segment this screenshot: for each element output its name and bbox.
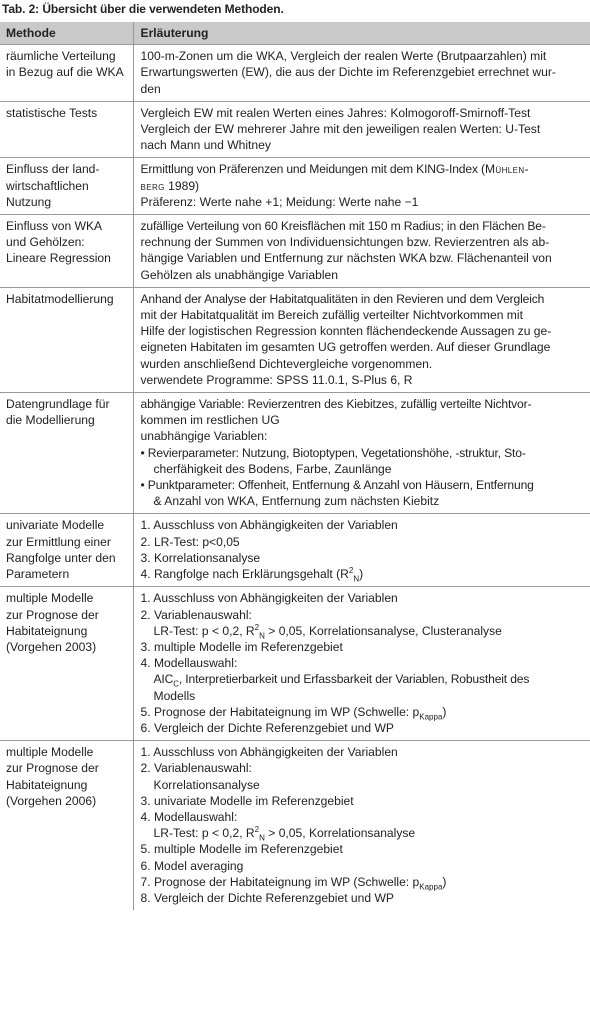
table-row (0, 287, 590, 392)
list-subitem (141, 825, 585, 841)
method-line: zur Prognose der (6, 607, 99, 622)
text-part: 4. Rangfolge nach Erklärungsgehalt (R (140, 567, 349, 582)
table-row (0, 587, 590, 741)
method-cell (0, 741, 133, 911)
superscript: 2 (254, 622, 260, 632)
author-name: berg (140, 178, 165, 193)
list-item: 1. Ausschluss von Abhängigkeiten der Variablen (140, 745, 398, 760)
method-line: Rangfolge unter den (6, 550, 116, 565)
bullet-line: & Anzahl von WKA, Entfernung zum nächsten Kiebitz (153, 494, 440, 509)
text-line: zufällige Verteilung von 60 Kreisflächen mit 150 m Radius; in den Flächen Be- (140, 219, 546, 234)
method-line: Datengrundlage für (6, 397, 110, 412)
text-part: 7. Prognose der Habitateignung im WP (Schwelle: p (140, 874, 420, 889)
table-row (0, 514, 590, 587)
text-part: LR-Test: p < 0,2, R (153, 826, 255, 841)
method-line: Einfluss der land- (6, 162, 100, 177)
explanation-cell (133, 393, 590, 514)
list-item: 4. Modellauswahl: (140, 656, 238, 671)
list-subitem (141, 623, 585, 639)
method-line: multiple Modelle (6, 591, 94, 606)
list-item: 2. Variablenauswahl: (140, 761, 252, 776)
method-line: Parametern (6, 567, 70, 582)
list-item (141, 704, 585, 720)
method-line: Einfluss von WKA (6, 219, 103, 234)
bullet-line: • Revierparameter: Nutzung, Biotoptypen, Vegetationshöhe, -struktur, Sto- (140, 445, 526, 460)
method-line: statistische Tests (6, 105, 98, 120)
list-item: 6. Model averaging (140, 858, 244, 873)
list-item: 6. Vergleich der Dichte Referenzgebiet und WP (140, 720, 394, 735)
method-line: zur Prognose der (6, 761, 99, 776)
method-cell (0, 287, 133, 392)
text-line: eigneten Habitaten im gesamten UG getroffen werden. Auf dieser Grundlage (140, 340, 551, 355)
method-line: in Bezug auf die WKA (6, 65, 124, 80)
explanation-cell (133, 741, 590, 911)
method-line: räumliche Verteilung (6, 49, 116, 64)
method-line: und Gehölzen: (6, 235, 85, 250)
explanation-cell (133, 158, 590, 215)
method-line: Habitatmodellierung (6, 291, 114, 306)
table-row (0, 158, 590, 215)
text-part: ) (442, 874, 447, 889)
list-item: 3. multiple Modelle im Referenzgebiet (140, 639, 343, 654)
text-line: abhängige Variable: Revierzentren des Kiebitzes, zufällig verteilte Nichtvor- (140, 397, 532, 412)
method-cell (0, 393, 133, 514)
method-line: wirtschaftlichen (6, 178, 89, 193)
text-line: den (140, 81, 161, 96)
text-line: Präferenz: Werte nahe +1; Meidung: Werte nahe −1 (140, 194, 419, 209)
table-row (0, 393, 590, 514)
method-line: (Vorgehen 2006) (6, 793, 97, 808)
method-line: Habitateignung (6, 777, 88, 792)
text-line: Erwartungswerten (EW), die aus der Dichte im Referenzgebiet errechnet wur- (140, 65, 556, 80)
method-cell (0, 158, 133, 215)
table-row (0, 45, 590, 102)
subscript: C (173, 679, 179, 689)
text-line: Vergleich EW mit realen Werten eines Jahres: Kolmogoroff-Smirnoff-Test (140, 105, 531, 120)
text-part: > 0,05, Korrelationsanalyse (264, 826, 416, 841)
method-line: (Vorgehen 2003) (6, 639, 97, 654)
method-line: univariate Modelle (6, 518, 105, 533)
text-line: Vergleich der EW mehrerer Jahre mit den jeweiligen realen Werten: U-Test (140, 122, 541, 137)
method-line: die Modellierung (6, 413, 95, 428)
explanation-cell (133, 45, 590, 102)
text-line: verwendete Programme: SPSS 11.0.1, S-Plus 6, R (140, 372, 413, 387)
text-part: LR-Test: p < 0,2, R (153, 623, 255, 638)
text-line: Gehölzen als unabhängige Variablen (140, 267, 338, 282)
method-cell (0, 215, 133, 288)
text-line: 100-m-Zonen um die WKA, Vergleich der realen Werte (Brutpaarzahlen) mit (140, 49, 547, 64)
text-part: Ermittlung von Präferenzen und Meidungen mit dem KING-Index ( (140, 162, 485, 177)
bullet-line: • Punktparameter: Offenheit, Entfernung & Anzahl von Häusern, Entfernung (140, 478, 534, 493)
text-part: AIC (153, 672, 174, 687)
subscript: Kappa (419, 712, 443, 722)
list-item: 3. Korrelationsanalyse (140, 550, 261, 565)
list-item: 1. Ausschluss von Abhängigkeiten der Variablen (140, 591, 398, 606)
list-subitem: Modells (153, 688, 196, 703)
text-line: nach Mann und Whitney (140, 138, 271, 153)
method-line: zur Ermittlung einer (6, 534, 111, 549)
list-item: 5. multiple Modelle im Referenzgebiet (140, 842, 343, 857)
superscript: 2 (254, 825, 260, 835)
text-line: hängige Variablen und Entfernung zur nächsten WKA bzw. Flächenanteil von (140, 251, 552, 266)
subscript: Kappa (419, 882, 443, 892)
text-line (141, 178, 585, 194)
text-part: ) (442, 704, 447, 719)
text-part: > 0,05, Korrelationsanalyse, Clusteranalyse (264, 623, 502, 638)
header-method: Methode (0, 22, 133, 45)
header-explanation: Erläuterung (133, 22, 590, 45)
method-cell (0, 45, 133, 102)
list-item: 2. Variablenauswahl: (140, 607, 252, 622)
text-line: kommen im restlichen UG (140, 413, 280, 428)
explanation-cell (133, 514, 590, 587)
methods-table (0, 22, 590, 910)
method-line: Habitateignung (6, 623, 88, 638)
text-part: 1989) (164, 178, 200, 193)
superscript: 2 (348, 566, 354, 576)
table-row (0, 101, 590, 158)
list-item: 2. LR-Test: p<0,05 (140, 534, 240, 549)
list-item: 3. univariate Modelle im Referenzgebiet (140, 793, 354, 808)
list-item (141, 566, 585, 582)
text-part: , Interpretierbarkeit und Erfassbarkeit der Variablen, Robustheit des (178, 672, 530, 687)
method-cell (0, 101, 133, 158)
header-row (0, 22, 590, 45)
explanation-cell (133, 287, 590, 392)
table-row (0, 741, 590, 911)
text-part: 5. Prognose der Habitateignung im WP (Schwelle: p (140, 704, 420, 719)
table-row (0, 215, 590, 288)
list-item: 1. Ausschluss von Abhängigkeiten der Variablen (140, 518, 398, 533)
subscript: N (259, 833, 265, 843)
explanation-cell (133, 101, 590, 158)
text-line: unabhängige Variablen: (140, 429, 268, 444)
list-subitem (141, 671, 585, 687)
text-line: wurden anschließend Dichtevergleiche vorgenommen. (140, 356, 433, 371)
list-item (141, 874, 585, 890)
text-line: Hilfe der logistischen Regression konnten flächendeckende Aussagen zu ge- (140, 324, 552, 339)
bullet-line: cherfähigkeit des Bodens, Farbe, Zaunlänge (153, 461, 392, 476)
method-line: Nutzung (6, 194, 52, 209)
method-line: Lineare Regression (6, 251, 111, 266)
subscript: N (353, 574, 360, 584)
text-line (141, 161, 585, 177)
method-line: multiple Modelle (6, 745, 94, 760)
list-item: 8. Vergleich der Dichte Referenzgebiet und WP (140, 890, 394, 905)
method-cell (0, 514, 133, 587)
list-subitem: Korrelationsanalyse (153, 777, 260, 792)
text-line: rechnung der Summen von Individuensichtungen bzw. Revierzentren als ab- (140, 235, 550, 250)
explanation-cell (133, 215, 590, 288)
author-name: Mühlen- (484, 162, 529, 177)
text-part: ) (359, 567, 364, 582)
method-cell (0, 587, 133, 741)
text-line: Anhand der Analyse der Habitatqualitäten in den Revieren und dem Vergleich (140, 291, 545, 306)
subscript: N (259, 631, 265, 641)
list-item: 4. Modellauswahl: (140, 809, 238, 824)
table-caption: Tab. 2: Übersicht über die verwendeten Methoden. (2, 2, 284, 16)
explanation-cell (133, 587, 590, 741)
text-line: mit der Habitatqualität im Bereich zufällig verteilter Nichtvorkommen mit (140, 308, 523, 323)
